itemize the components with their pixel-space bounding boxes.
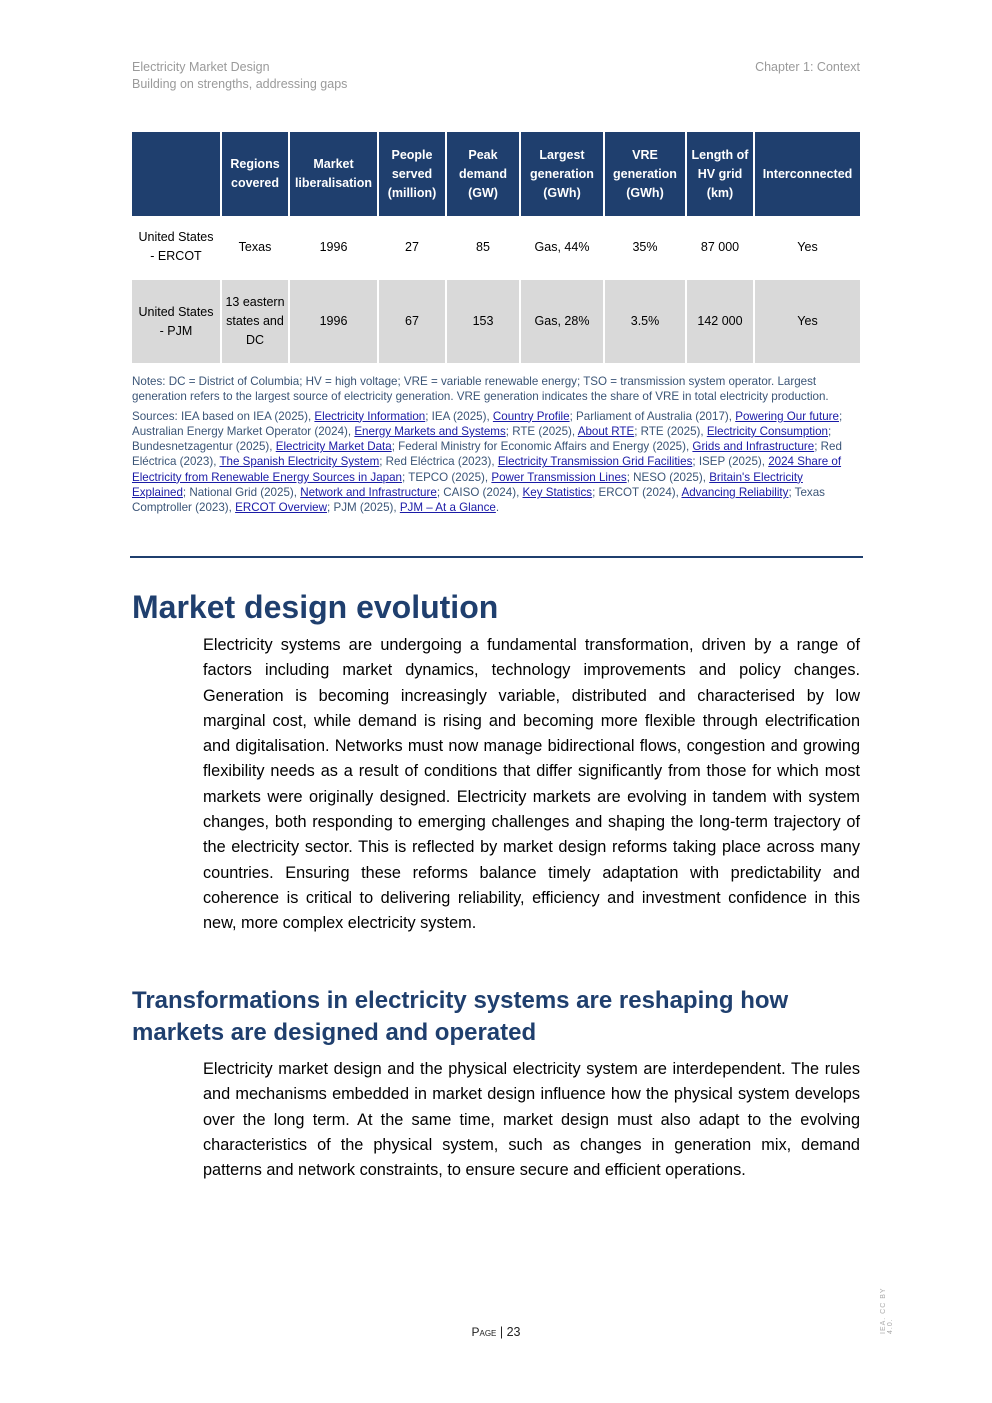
market-comparison-table	[132, 132, 860, 363]
column-header: Largest generation (GWh)	[520, 132, 604, 216]
table-cell: 67	[378, 280, 446, 363]
table-notes	[132, 374, 860, 516]
source-text: Sources: IEA based on IEA (2025),	[132, 409, 315, 423]
notes-text: Notes: DC = District of Columbia; HV = high voltage; VRE = variable renewable energy; TSO = transmission system operator. Largest generation refers to the largest source of electricity generation. VRE generation indicates the share of VRE in total electricity production.	[132, 375, 829, 404]
source-link[interactable]: ERCOT Overview	[235, 501, 328, 515]
source-text: ; National Grid (2025),	[182, 486, 301, 500]
source-text: ; Red Eléctrica (2023),	[379, 455, 498, 469]
source-text: ; Bundesnetzagentur (2025),	[132, 424, 832, 454]
table-cell: 142 000	[686, 280, 754, 363]
source-link[interactable]: 2024 Share of Electricity from Renewable Energy Sources in Japan	[132, 455, 842, 484]
source-text: ; CAISO (2024),	[436, 486, 523, 500]
running-header-left	[132, 59, 347, 93]
column-header: People served (million)	[378, 132, 446, 216]
source-link[interactable]: Network and Infrastructure	[300, 486, 437, 500]
source-text: ; Parliament of Australia (2017),	[569, 409, 736, 423]
table-cell: Gas, 44%	[520, 216, 604, 278]
source-link[interactable]: The Spanish Electricity System	[219, 455, 380, 469]
table-row	[132, 280, 860, 363]
report-title: Electricity Market Design	[132, 60, 270, 74]
source-link[interactable]: Energy Markets and Systems	[354, 424, 506, 438]
table-cell: 87 000	[686, 216, 754, 278]
source-link[interactable]: Electricity Consumption	[706, 424, 828, 438]
body-paragraph: Electricity market design and the physical electricity system are interdependent. The rules and mechanisms embedded in market design influence how the physical system develops over the long term. At the same time, market design must also adapt to the evolving characteristics of the physical system, such as changes in generation mix, demand patterns and network constraints, to ensure secure and efficient operations.	[203, 1060, 860, 1180]
source-link[interactable]: Electricity Transmission Grid Facilities	[497, 455, 693, 469]
page-separator: |	[496, 1325, 507, 1339]
table-cell: 1996	[289, 280, 378, 363]
body-paragraph: Electricity systems are undergoing a fundamental transformation, driven by a range of factors including market dynamics, technology improvements and policy changes. Generation is becoming increasingly variable, distributed and characterised by low marginal cost, while demand is rising and becoming more flexible through electrification and digitalisation. Networks must now manage bidirectional flows, congestion and growing flexibility needs as a result of conditions that differ significantly from those for which most markets were originally designed. Electricity markets are evolving in tandem with system changes, both responding to emerging challenges and shaping the long-term trajectory of the electricity sector. This is reflected by market design reforms taking place across many countries. Ensuring these reforms balance timely adaptation with predictability and coherence is critical to delivering reliability, efficiency and investment confidence in this new, more complex electricity system.	[203, 636, 860, 933]
page-footer	[0, 1325, 992, 1339]
source-text: ; Federal Ministry for Economic Affairs and Energy (2025),	[391, 440, 693, 454]
source-link[interactable]: Electricity Information	[314, 409, 426, 423]
source-link[interactable]: Electricity Market Data	[275, 440, 392, 454]
column-header: Interconnected	[754, 132, 860, 216]
table-cell: 13 eastern states and DC	[221, 280, 289, 363]
table-cell: Yes	[754, 280, 860, 363]
table-row	[132, 216, 860, 278]
source-text: ; IEA (2025),	[425, 409, 493, 423]
column-header: Market liberalisation	[289, 132, 378, 216]
source-link[interactable]: Powering Our future	[735, 409, 839, 423]
table-cell: 27	[378, 216, 446, 278]
source-link[interactable]: Grids and Infrastructure	[692, 440, 815, 454]
column-header	[132, 132, 221, 216]
table-header-row	[132, 132, 860, 216]
source-text: ; RTE (2025),	[634, 424, 707, 438]
source-link[interactable]: PJM – At a Glance	[399, 501, 496, 515]
source-text: .	[495, 501, 500, 515]
column-header: Length of HV grid (km)	[686, 132, 754, 216]
source-link[interactable]: Advancing Reliability	[681, 486, 789, 500]
table-cell: 35%	[604, 216, 686, 278]
source-text: ; Texas Comptroller (2023),	[132, 486, 825, 515]
source-text: ; ERCOT (2024),	[592, 486, 682, 500]
license-mark: IEA. CC BY 4.0.	[880, 1287, 894, 1334]
column-header: VRE generation (GWh)	[604, 132, 686, 216]
section-divider	[130, 556, 863, 558]
page-label: Page	[471, 1325, 497, 1339]
source-link[interactable]: Key Statistics	[522, 486, 593, 500]
source-text: ; TEPCO (2025),	[402, 470, 492, 484]
source-text: ; NESO (2025),	[626, 470, 710, 484]
source-text: ; Australian Energy Market Operator (2024),	[132, 409, 843, 438]
source-link[interactable]: About RTE	[577, 424, 635, 438]
column-header: Peak demand (GW)	[446, 132, 520, 216]
section-title: Market design evolution	[132, 589, 499, 625]
table-cell: 153	[446, 280, 520, 363]
source-text: ; Red Eléctrica (2023),	[132, 440, 842, 469]
table-cell: Gas, 28%	[520, 280, 604, 363]
source-link[interactable]: Power Transmission Lines	[491, 470, 627, 484]
table-cell: Texas	[221, 216, 289, 278]
table-cell: 1996	[289, 216, 378, 278]
table-cell: 85	[446, 216, 520, 278]
column-header: Regions covered	[221, 132, 289, 216]
source-link[interactable]: Country Profile	[492, 409, 570, 423]
table-cell: United States - PJM	[132, 280, 221, 363]
table-cell: Yes	[754, 216, 860, 278]
report-subtitle: Building on strengths, addressing gaps	[132, 77, 348, 91]
source-text: ; RTE (2025),	[505, 424, 578, 438]
table-cell: 3.5%	[604, 280, 686, 363]
source-text: ; PJM (2025),	[327, 501, 400, 515]
page-number: 23	[506, 1325, 521, 1339]
subsection-heading: Transformations in electricity systems are reshaping how markets are designed and operated	[132, 987, 789, 1046]
sources-list	[132, 409, 860, 516]
chapter-label: Chapter 1: Context	[755, 60, 860, 74]
source-link[interactable]: Britain's Electricity Explained	[132, 470, 803, 500]
table-cell: United States - ERCOT	[132, 216, 221, 278]
source-text: ; ISEP (2025),	[692, 455, 769, 469]
